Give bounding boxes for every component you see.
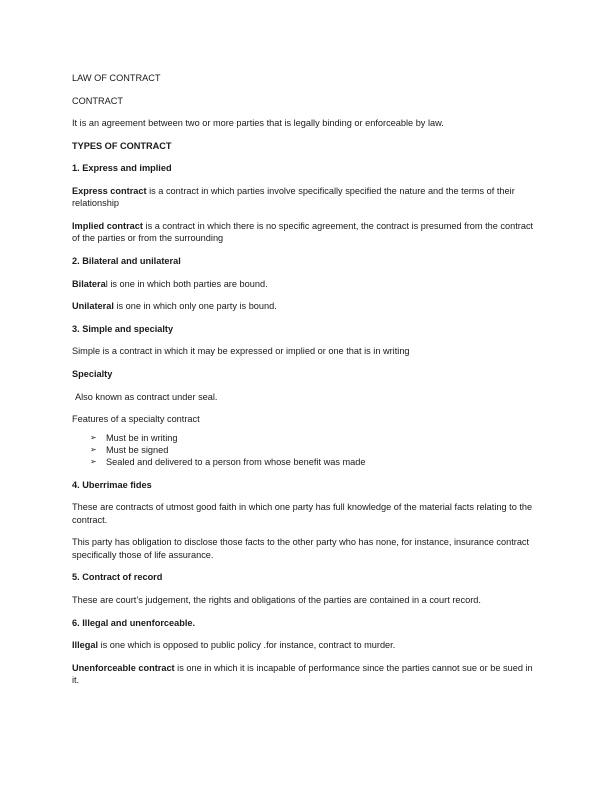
section-6-heading: 6. Illegal and unenforceable. bbox=[72, 617, 196, 628]
specialty-heading: Specialty bbox=[72, 368, 113, 379]
contract-definition: It is an agreement between two or more parties that is legally binding or enforceable by law. bbox=[72, 118, 444, 129]
unenforceable-term: Unenforceable contract bbox=[72, 662, 175, 673]
document-title: LAW OF CONTRACT bbox=[72, 73, 161, 83]
uberrimae-paragraph-1: These are contracts of utmost good faith in which one party has full knowledge of the material facts relating to the contract. bbox=[72, 502, 533, 525]
list-item: ➢ Must be signed bbox=[90, 444, 169, 455]
illegal-text: is one which is opposed to public policy .for instance, contract to murder. bbox=[98, 640, 396, 651]
arrowhead-bullet-icon: ➢ bbox=[90, 444, 97, 454]
arrowhead-bullet-icon: ➢ bbox=[90, 457, 97, 467]
section-2-heading: 2. Bilateral and unilateral bbox=[72, 255, 181, 266]
section-4-heading: 4. Uberrimae fides bbox=[72, 479, 152, 490]
express-contract-term: Express contract bbox=[72, 185, 147, 196]
implied-contract-text: is a contract in which there is no specific agreement, the contract is presumed from the contract of the parties or from the surrounding bbox=[72, 220, 534, 244]
express-contract-text: is a contract in which parties involve specifically specified the nature and the terms of their relationship bbox=[72, 185, 515, 209]
illegal-paragraph bbox=[72, 639, 542, 651]
list-item: ➢ Must be in writing bbox=[90, 432, 178, 443]
document-subtitle: CONTRACT bbox=[72, 95, 124, 106]
section-1-heading: 1. Express and implied bbox=[72, 163, 172, 174]
section-5-heading: 5. Contract of record bbox=[72, 572, 163, 583]
bilateral-text: l is one in which both parties are bound. bbox=[105, 278, 268, 289]
unilateral-paragraph bbox=[72, 300, 542, 312]
unilateral-term: Unilateral bbox=[72, 301, 114, 312]
features-list bbox=[72, 432, 542, 469]
document-body bbox=[72, 72, 542, 697]
implied-contract-term: Implied contract bbox=[72, 220, 143, 231]
bilateral-paragraph bbox=[72, 278, 542, 290]
record-paragraph: These are court’s judgement, the rights and obligations of the parties are contained in a court record. bbox=[72, 594, 481, 605]
implied-contract-paragraph bbox=[72, 220, 542, 245]
unilateral-text: is one in which only one party is bound. bbox=[113, 301, 277, 312]
features-intro: Features of a specialty contract bbox=[72, 414, 200, 425]
section-3-heading: 3. Simple and specialty bbox=[72, 323, 174, 334]
unenforceable-paragraph bbox=[72, 662, 542, 687]
arrowhead-bullet-icon: ➢ bbox=[90, 432, 97, 442]
specialty-paragraph: Also known as contract under seal. bbox=[75, 391, 218, 402]
unenforceable-text: is one in which it is incapable of performance since the parties cannot sue or be sued in it. bbox=[72, 662, 533, 686]
types-heading: TYPES OF CONTRACT bbox=[72, 140, 172, 151]
express-contract-paragraph bbox=[72, 185, 542, 210]
uberrimae-paragraph-2: This party has obligation to disclose those facts to the other party who has none, for instance, insurance contract specifically those of life assurance. bbox=[72, 537, 530, 560]
list-item: ➢ Sealed and delivered to a person from whose benefit was made bbox=[90, 457, 366, 468]
simple-contract-paragraph: Simple is a contract in which it may be expressed or implied or one that is in writing bbox=[72, 346, 410, 357]
bilateral-term: Bilatera bbox=[72, 278, 106, 289]
illegal-term: Illegal bbox=[72, 640, 99, 651]
